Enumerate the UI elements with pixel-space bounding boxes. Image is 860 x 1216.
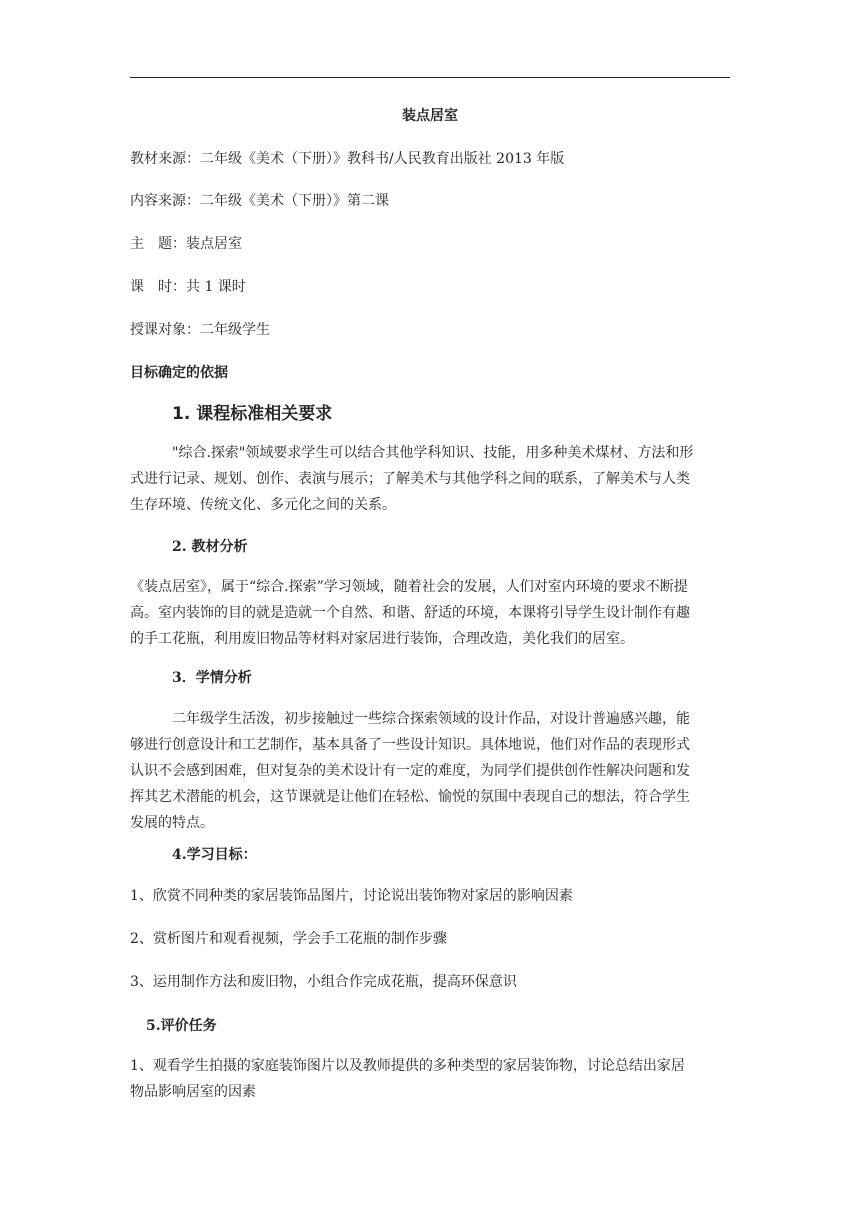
s5-line: 物品影响居室的因素	[130, 1084, 256, 1100]
s1-line: 生存环境、传统文化、多元化之间的关系。	[130, 497, 396, 513]
s3-heading: 3．学情分析	[172, 670, 252, 686]
s2-line: 《装点居室》，属于“综合.探索”学习领域，随着社会的发展，人们对室内环境的要求不断提	[130, 579, 688, 595]
s3-line: 挥其艺术潜能的机会，这节课就是让他们在轻松、愉悦的氛围中表现自己的想法，符合学生	[130, 789, 690, 805]
s1-heading: 1. 课程标准相关要求	[172, 404, 333, 424]
s3-paragraph	[130, 706, 730, 836]
s4-heading: 4.学习目标：	[172, 847, 257, 863]
meta-topic: 主 题：装点居室	[130, 236, 242, 252]
header-rule	[130, 77, 730, 78]
s3-line: 够进行创意设计和工艺制作，基本具备了一些设计知识。具体地说，他们对作品的表现形式	[130, 737, 690, 753]
s1-line: 式进行记录、规划、创作、表演与展示；了解美术与其他学科之间的联系，了解美术与人类	[130, 471, 690, 487]
meta-content-source: 内容来源：二年级《美术（下册）》第二课	[130, 193, 389, 209]
s2-paragraph	[130, 574, 730, 652]
s4-item: 3、运用制作方法和废旧物，小组合作完成花瓶，提高环保意识	[130, 974, 517, 990]
meta-textbook-source: 教材来源：二年级《美术（下册）》教科书/人民教育出版社 2013 年版	[130, 151, 565, 167]
s2-heading: 2. 教材分析	[172, 539, 248, 555]
s4-item: 1、欣赏不同种类的家居装饰品图片，讨论说出装饰物对家居的影响因素	[130, 888, 573, 904]
s2-line: 高。室内装饰的目的就是造就一个自然、和谐、舒适的环境，本课将引导学生设计制作有趣	[130, 605, 690, 621]
s4-item: 2、赏析图片和观看视频，学会手工花瓶的制作步骤	[130, 931, 447, 947]
s1-paragraph	[130, 440, 730, 518]
s1-line: "综合.探索"领域要求学生可以结合其他学科知识、技能，用多种美术煤材、方法和形	[172, 445, 694, 461]
meta-audience: 授课对象：二年级学生	[130, 322, 270, 338]
s3-line: 二年级学生活泼，初步接触过一些综合探索领域的设计作品，对设计普遍感兴趣，能	[172, 711, 690, 727]
s3-line: 发展的特点。	[130, 815, 214, 831]
s5-heading: 5.评价任务	[146, 1018, 217, 1034]
section-heading: 目标确定的依据	[130, 365, 228, 381]
document-title: 装点居室	[402, 108, 458, 124]
s3-line: 认识不会感到困难，但对复杂的美术设计有一定的难度，为同学们提供创作性解决问题和发	[130, 763, 690, 779]
s2-line: 的手工花瓶，利用废旧物品等材料对家居进行装饰，合理改造，美化我们的居室。	[130, 631, 634, 647]
s5-paragraph	[130, 1053, 730, 1105]
s5-line: 1、观看学生拍摄的家庭装饰图片以及教师提供的多种类型的家居装饰物，讨论总结出家居	[130, 1058, 685, 1074]
meta-duration: 课 时：共 1 课时	[130, 279, 246, 295]
